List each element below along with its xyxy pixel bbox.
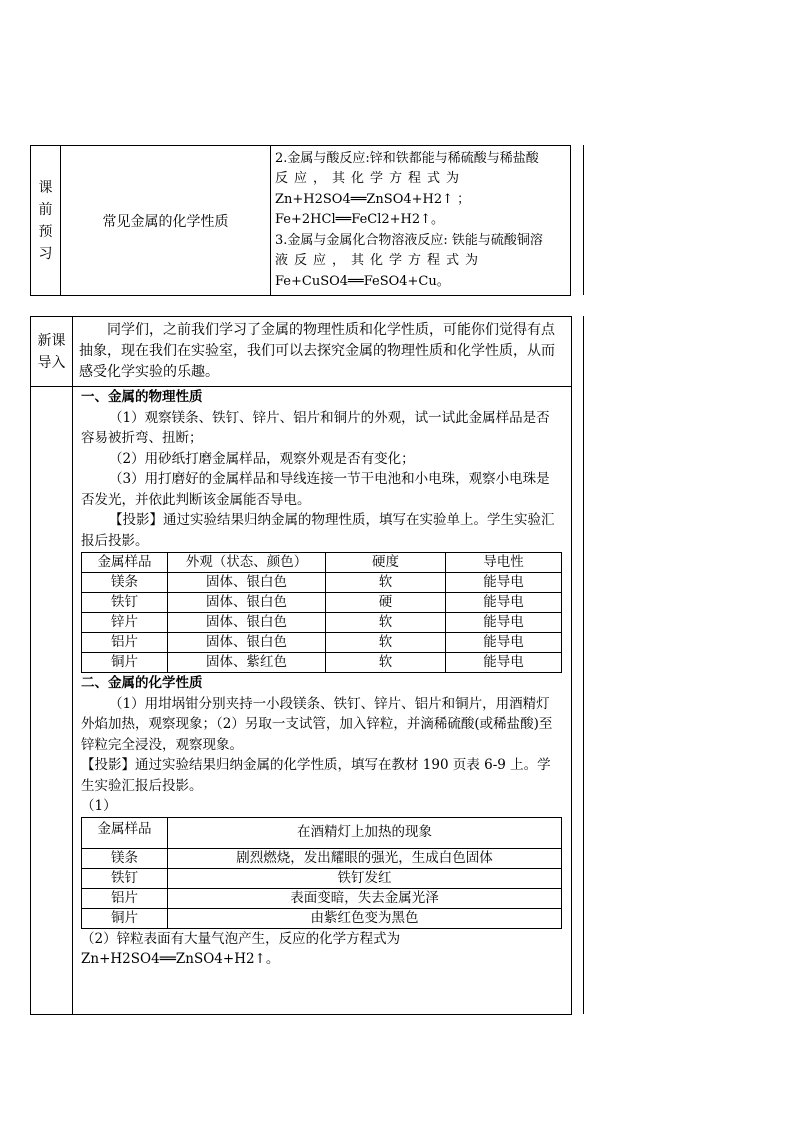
process-content bbox=[73, 387, 572, 1015]
table-cell: 铁钉 bbox=[82, 868, 168, 888]
table-cell: 剧烈燃烧，发出耀眼的强光，生成白色固体 bbox=[168, 848, 562, 868]
intro-text bbox=[73, 317, 572, 387]
step-text: （1） bbox=[81, 798, 117, 814]
preview-line: 液反应，其化学方程式为 bbox=[275, 253, 485, 269]
table-cell: 固体、银白色 bbox=[168, 593, 326, 613]
physical-properties-table bbox=[81, 552, 562, 673]
step-text: （1）观察镁条、铁钉、锌片、铝片和铜片的外观，试一试此金属样品是否容易被折弯、扭断； bbox=[81, 409, 550, 446]
preview-side-char: 课 bbox=[38, 179, 53, 196]
table-cell: 软 bbox=[326, 573, 446, 593]
table-cell: 软 bbox=[326, 613, 446, 633]
table-header-cell: 硬度 bbox=[326, 553, 446, 573]
table-cell: 铜片 bbox=[82, 908, 168, 928]
table-cell: 固体、银白色 bbox=[168, 573, 326, 593]
preview-line: Fe+CuSO4══FeSO4+Cu。 bbox=[275, 273, 450, 289]
table-cell: 固体、银白色 bbox=[168, 613, 326, 633]
preview-line: Zn+H2SO4══ZnSO4+H2↑ ； bbox=[275, 191, 471, 207]
table-row bbox=[82, 888, 562, 908]
table-header-row bbox=[82, 817, 562, 848]
table-cell: 软 bbox=[326, 633, 446, 653]
intro-side-text: 导入 bbox=[37, 354, 66, 371]
preview-line: 2.金属与酸反应:锌和铁都能与稀硫酸与稀盐酸 bbox=[275, 150, 539, 166]
preview-side-char: 习 bbox=[38, 245, 53, 262]
preview-side-label bbox=[31, 146, 61, 296]
chemical-properties-table bbox=[81, 817, 562, 929]
preview-table bbox=[30, 145, 571, 296]
table-cell: 铜片 bbox=[82, 653, 168, 673]
page-margin-line bbox=[583, 316, 584, 1014]
preview-line: 3.金属与金属化合物溶液反应: 铁能与硫酸铜溶 bbox=[275, 232, 543, 248]
step-text: 【投影】通过实验结果归纳金属的物理性质，填写在实验单上。学生实验汇报后投影。 bbox=[81, 512, 555, 549]
table-cell: 能导电 bbox=[446, 593, 562, 613]
table-header-cell: 金属样品 bbox=[82, 553, 168, 573]
table-header-cell: 金属样品 bbox=[82, 817, 168, 848]
intro-side-text: 新课 bbox=[37, 332, 66, 349]
table-cell: 铝片 bbox=[82, 633, 168, 653]
preview-topic: 常见金属的化学性质 bbox=[61, 146, 271, 296]
table-cell: 铝片 bbox=[82, 888, 168, 908]
table-row bbox=[82, 868, 562, 888]
table-row bbox=[82, 908, 562, 928]
intro-side-label bbox=[31, 317, 73, 387]
table-row bbox=[82, 573, 562, 593]
table-cell: 硬 bbox=[326, 593, 446, 613]
table-row bbox=[82, 613, 562, 633]
table-cell: 镁条 bbox=[82, 573, 168, 593]
table-header-cell: 导电性 bbox=[446, 553, 562, 573]
table-cell: 能导电 bbox=[446, 573, 562, 593]
table-header-row bbox=[82, 553, 562, 573]
table-cell: 铁钉发红 bbox=[168, 868, 562, 888]
table-cell: 固体、银白色 bbox=[168, 633, 326, 653]
preview-line: Fe+2HCl══FeCl2+H2↑。 bbox=[275, 212, 445, 228]
conclusion-text: （2）锌粒表面有大量气泡产生，反应的化学方程式为 Zn+H2SO4══ZnSO4+H2↑。 bbox=[81, 930, 401, 967]
table-header-cell: 在酒精灯上加热的现象 bbox=[168, 817, 562, 848]
intro-paragraph: 同学们，之前我们学习了金属的物理性质和化学性质，可能你们觉得有点抽象，现在我们在实验室，我们可以去探究金属的物理性质和化学性质，从而感受化学实验的乐趣。 bbox=[79, 322, 555, 380]
step-text: （3）用打磨好的金属样品和导线连接一节干电池和小电珠，观察小电珠是否发光，并依此判断该金属能否导电。 bbox=[81, 471, 550, 508]
table-header-cell: 外观（状态、颜色） bbox=[168, 553, 326, 573]
table-cell: 镁条 bbox=[82, 848, 168, 868]
table-row bbox=[82, 593, 562, 613]
step-text: 【投影】通过实验结果归纳金属的化学性质，填写在教材 190 页表 6-9 上。学生实验汇报后投影。 bbox=[81, 757, 551, 794]
section-heading: 二、金属的化学性质 bbox=[81, 675, 203, 691]
table-cell: 能导电 bbox=[446, 653, 562, 673]
lesson-table bbox=[30, 316, 572, 1015]
table-row bbox=[82, 848, 562, 868]
preview-side-char: 预 bbox=[38, 223, 53, 240]
table-row bbox=[82, 653, 562, 673]
table-cell: 固体、紫红色 bbox=[168, 653, 326, 673]
table-cell: 锌片 bbox=[82, 613, 168, 633]
step-text: （2）用砂纸打磨金属样品，观察外观是否有变化； bbox=[109, 450, 415, 467]
preview-content bbox=[271, 146, 571, 296]
table-cell: 由紫红色变为黑色 bbox=[168, 908, 562, 928]
step-text: （1）用坩埚钳分别夹持一小段镁条、铁钉、锌片、铝片和铜片，用酒精灯外焰加热，观察现象；（2）另取一支试管，加入锌粒，并滴稀硫酸(或稀盐酸)至锌粒完全浸没，观察现象。 bbox=[81, 695, 553, 753]
section-heading: 一、金属的物理性质 bbox=[81, 389, 203, 405]
table-cell: 能导电 bbox=[446, 613, 562, 633]
preview-line: 反应，其化学方程式为 bbox=[275, 171, 466, 187]
page-margin-line bbox=[583, 145, 584, 295]
table-row bbox=[82, 633, 562, 653]
preview-side-char: 前 bbox=[38, 201, 53, 218]
table-cell: 铁钉 bbox=[82, 593, 168, 613]
table-cell: 软 bbox=[326, 653, 446, 673]
process-side-label bbox=[31, 387, 73, 1015]
table-cell: 表面变暗，失去金属光泽 bbox=[168, 888, 562, 908]
table-cell: 能导电 bbox=[446, 633, 562, 653]
